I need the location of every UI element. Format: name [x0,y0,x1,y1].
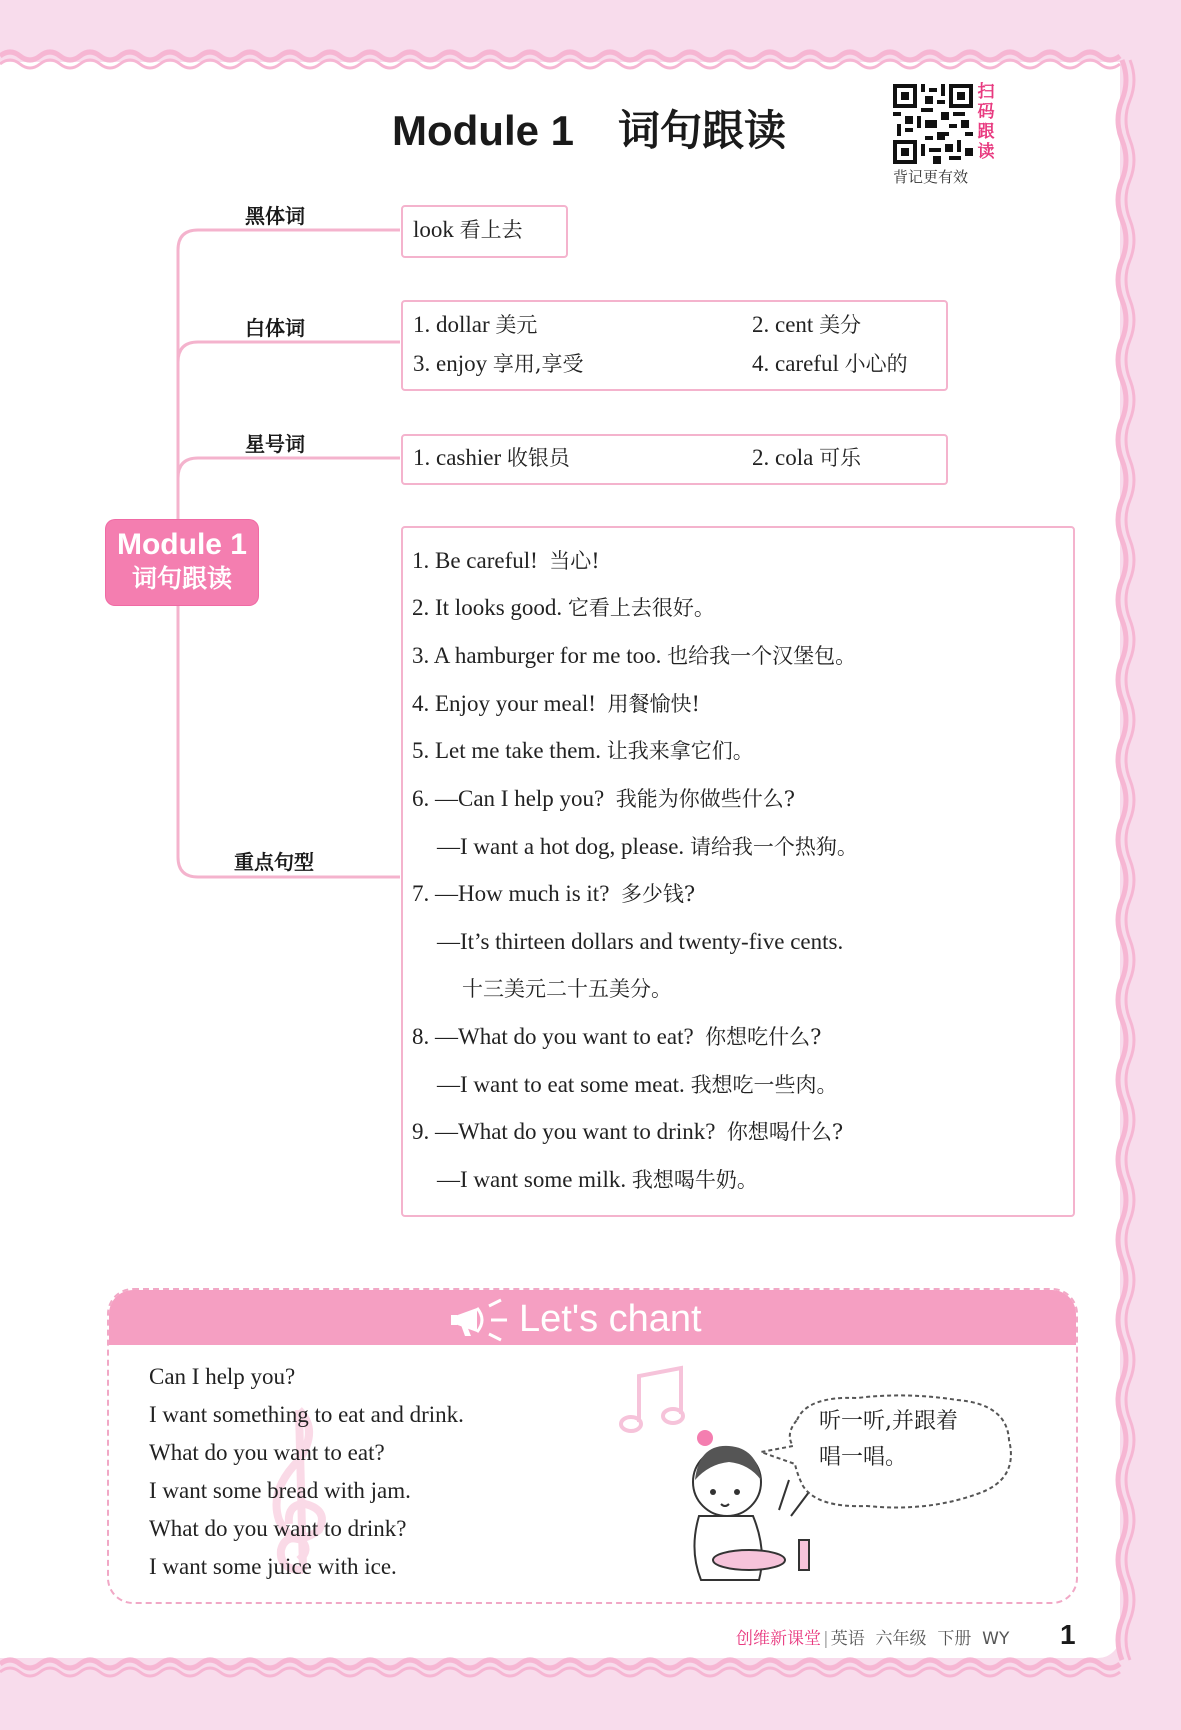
word-num: 2. [752,445,770,470]
sentence-zh: 十三美元二十五美分。 [462,977,672,1001]
sentence-line [412,877,695,911]
word-en: cola [775,445,814,470]
module-badge [106,520,258,605]
qr-side-char: 扫 [977,82,995,102]
word-en: enjoy [436,351,488,376]
word-en: cashier [436,445,502,470]
sentence-en: —I want some milk. [437,1167,627,1192]
chant-line: I want something to eat and drink. [149,1402,464,1427]
sentence-zh: 请给我一个热狗。 [689,835,858,859]
sentence-zh: 它看上去很好。 [567,596,715,620]
sentence-zh: 你想吃什么? [705,1025,822,1049]
sentence-line [437,1163,758,1197]
sentence-en: 4. Enjoy your meal! [412,691,596,716]
sentence-zh: 我想喝牛奶。 [631,1168,758,1192]
word-en: look [413,217,454,242]
sentence-line [412,782,795,816]
sentence-zh: 我想吃一些肉。 [690,1073,838,1097]
word-num: 2. [752,312,770,337]
footer-term: 下册 [937,1629,972,1649]
sentence-en: 5. Let me take them. [412,738,602,763]
word-en: dollar [436,312,490,337]
sentence-en: —It’s thirteen dollars and twenty-five cents. [437,929,844,954]
title-module: Module 1 [392,107,575,154]
sentence-zh: 我能为你做些什么? [615,787,796,811]
qr-side-char: 读 [977,142,995,162]
word-num: 1. [413,445,431,470]
word-item [413,309,537,339]
word-item [752,348,908,378]
qr-side-char: 码 [977,102,995,122]
bubble-line: 唱一唱。 [819,1445,908,1470]
page-number: 1 [1060,1619,1076,1650]
chant-line: What do you want to eat? [149,1440,385,1465]
sentence-en: 2. It looks good. [412,595,563,620]
megaphone-icon [447,1298,511,1342]
word-zh: 看上去 [459,218,523,242]
sentence-zh: 让我来拿它们。 [606,739,754,763]
qr-side-char: 跟 [977,122,995,142]
sentence-line [412,687,700,721]
badge-line1: Module 1 [116,528,247,561]
sentence-en: 7. —How much is it? [412,881,610,906]
sentence-line [412,1020,821,1054]
word-item [752,309,861,339]
word-item [413,348,584,378]
sentence-zh: 多少钱? [620,882,696,906]
sentence-line [412,591,715,625]
word-num: 4. [752,351,770,376]
sentence-line [412,639,856,673]
word-zh: 美元 [495,313,538,337]
page-footer: 创维新课堂 | 英语 六年级 下册 WY [736,1629,1010,1649]
qr-caption: 背记更有效 [893,168,969,186]
chant-line: I want some bread with jam. [149,1478,411,1503]
word-zh: 小心的 [844,352,908,376]
word-zh: 收银员 [506,446,570,470]
sentence-line [462,972,672,1006]
sentence-line [437,830,858,864]
sentence-line [412,734,754,768]
sentence-line [412,544,600,578]
footer-grade: 六年级 [875,1629,927,1649]
word-zh: 享用,享受 [492,352,584,376]
sentence-zh: 用餐愉快! [607,692,700,716]
category-star-words: 星号词 [245,432,305,456]
sentence-en: —I want to eat some meat. [437,1072,685,1097]
footer-brand: 创维新课堂 [736,1629,821,1649]
footer-edition: WY [982,1629,1010,1649]
sentence-en: —I want a hot dog, please. [437,834,685,859]
sentence-en: 6. —Can I help you? [412,786,605,811]
sentence-en: 8. —What do you want to eat? [412,1024,694,1049]
sentence-en: 3. A hamburger for me too. [412,643,662,668]
word-zh: 美分 [819,313,862,337]
category-bold-words: 黑体词 [245,204,305,228]
sentence-zh: 当心! [549,549,600,573]
word-en: cent [775,312,814,337]
bubble-line: 听一听,并跟着 [819,1409,958,1434]
word-en: careful [775,351,839,376]
page-title [392,98,786,154]
chant-line: What do you want to drink? [149,1516,407,1541]
word-num: 3. [413,351,431,376]
sentence-en: 1. Be careful! [412,548,538,573]
sentence-line [437,925,843,959]
chant-line: Can I help you? [149,1364,296,1389]
word-item [752,442,861,472]
word-zh: 可乐 [819,446,862,470]
bubble-text [819,1404,1009,1476]
sentence-zh: 也给我一个汉堡包。 [667,644,857,668]
category-key-sentences: 重点句型 [234,850,314,874]
qr-code-icon[interactable] [893,84,973,164]
chant-title: Let's chant [519,1298,702,1340]
sentence-line [412,1115,843,1149]
sentence-en: 9. —What do you want to drink? [412,1119,716,1144]
word-num: 1. [413,312,431,337]
title-cn: 词句跟读 [618,107,787,154]
word-item [413,214,523,244]
badge-line2: 词句跟读 [131,564,232,593]
word-item [413,442,570,472]
sentence-zh: 你想喝什么? [726,1120,844,1144]
qr-side-label [975,82,997,162]
category-plain-words: 白体词 [245,316,305,340]
lets-chant-section [107,1288,1078,1604]
footer-subject: 英语 [830,1629,865,1649]
key-sentences-box [401,526,1075,1217]
sentence-line [437,1068,838,1102]
chant-line: I want some juice with ice. [149,1554,397,1579]
